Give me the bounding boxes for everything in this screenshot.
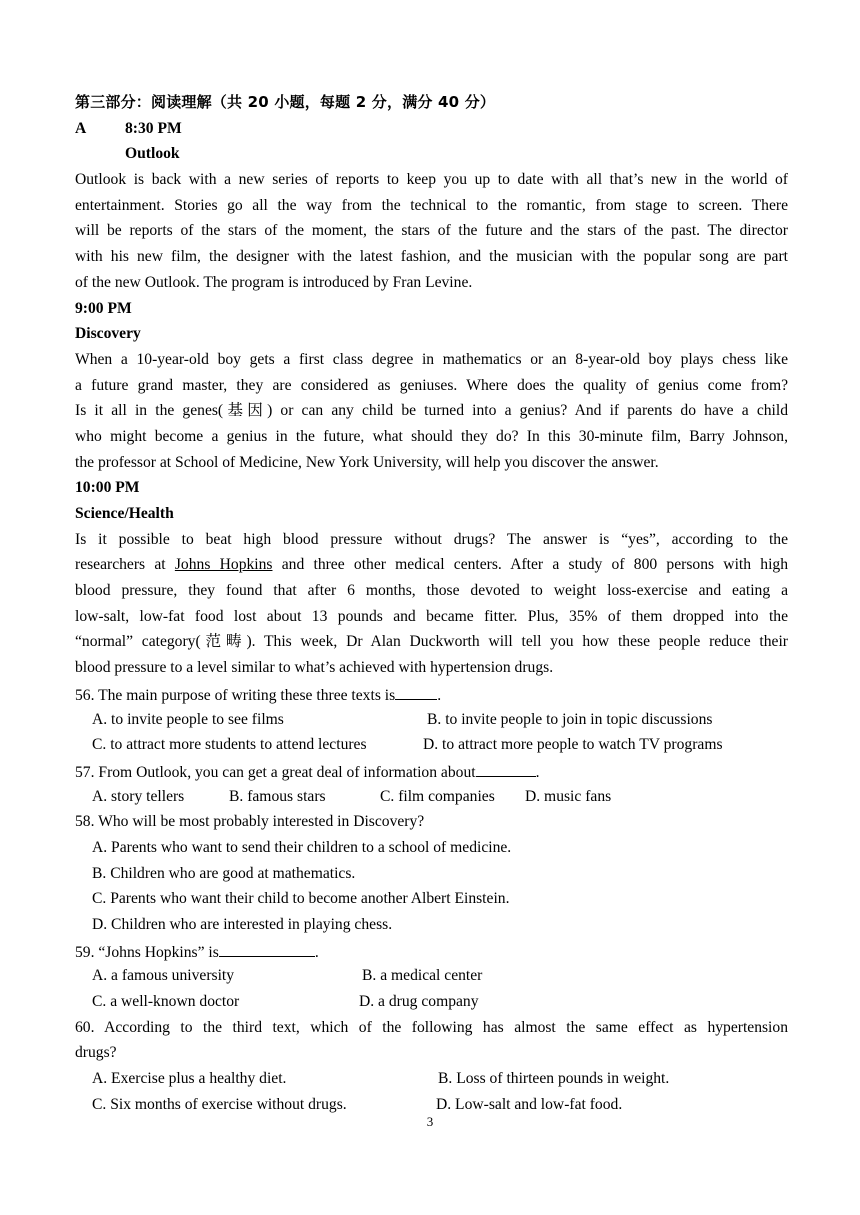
passage-a-line-1: Outlook is back with a new series of reports to keep you up to date with all that’s new in the world of [75,171,788,189]
passage-a-program: Outlook [125,145,180,163]
option-a: A. a famous university [92,967,235,985]
passage-c-line-2 [75,552,788,578]
passage-b-line-5: the professor at School of Medicine, New York University, will help you discover the answer. [75,453,659,471]
answer-blank [395,681,437,700]
section-title: 第三部分：阅读理解（共 20 小题，每题 2 分，满分 40 分） [75,93,496,111]
option-a: A. Parents who want to send their children to a school of medicine. [92,838,512,856]
passage-b-program: Discovery [75,325,141,343]
passage-c-line-1: Is it possible to beat high blood pressure without drugs? The answer is “yes”, according to the [75,530,788,548]
question-56-end: . [437,686,442,704]
option-c: C. a well-known doctor [92,993,240,1011]
passage-a-line-2: entertainment. Stories go all the way from the technical to the romantic, from stage to screen. There [75,196,788,214]
passage-c-line-2-pre: researchers at [75,556,175,574]
question-59-options-ab [75,963,788,989]
question-57-text: 57. From Outlook, you can get a great deal of information about [75,763,476,781]
passage-a-line-3: will be reports of the stars of the moment, the stars of the future and the stars of the past. The director [75,222,788,240]
question-56-stem [75,681,788,707]
option-b: B. Loss of thirteen pounds in weight. [438,1070,670,1088]
question-60-stem-line-2: drugs? [75,1044,117,1062]
option-a: A. story tellers [92,787,185,805]
question-57-end: . [535,763,540,781]
passage-a-time: 8:30 PM [125,119,182,137]
passage-b-line-4: who might become a genius in the future, what should they do? In this 30-minute film, Barry Johnson, [75,427,788,445]
option-c: C. Six months of exercise without drugs. [92,1095,347,1113]
option-d: D. Low-salt and low-fat food. [436,1095,623,1113]
question-57-options [75,784,788,810]
question-59-options-cd [75,989,788,1015]
question-60-stem-line-1: 60. According to the third text, which of the following has almost the same effect as hypertension [75,1018,788,1036]
passage-c-line-3: blood pressure, they found that after 6 months, those devoted to weight loss-exercise and eating a [75,582,788,600]
option-b: B. to invite people to join in topic discussions [427,710,713,728]
passage-b-time: 9:00 PM [75,299,132,317]
passage-c-time: 10:00 PM [75,479,140,497]
passage-b-line-2: a future grand master, they are considered as geniuses. Where does the quality of genius come from? [75,376,788,394]
passage-b-line-3: Is it all in the genes(基因) or can any child be turned into a genius? And if parents do have a child [75,402,788,420]
question-59-stem [75,938,788,964]
passage-a-line-5: of the new Outlook. The program is introduced by Fran Levine. [75,273,473,291]
passage-c-line-4: low-salt, low-fat food lost about 13 pounds and became fitter. Plus, 35% of them dropped into the [75,607,788,625]
passage-a-header [75,116,788,142]
question-56-options-ab [75,707,788,733]
question-56-text: 56. The main purpose of writing these three texts is [75,686,396,704]
option-b: B. Children who are good at mathematics. [92,864,356,882]
question-59-text: 59. “Johns Hopkins” is [75,943,219,961]
passage-a-line-4: with his new film, the designer with the latest fashion, and the musician with the popular song are part [75,248,788,266]
page-number: 3 [426,1114,434,1129]
option-d: D. to attract more people to watch TV programs [423,736,723,754]
question-56-options-cd [75,732,788,758]
option-b: B. famous stars [229,787,326,805]
answer-blank [219,938,315,957]
option-c: C. film companies [380,787,495,805]
johns-hopkins-underlined: Johns Hopkins [174,556,273,574]
question-59-end: . [314,943,319,961]
option-b: B. a medical center [362,967,483,985]
option-a: A. Exercise plus a healthy diet. [92,1070,287,1088]
option-c: C. to attract more students to attend lectures [92,736,367,754]
option-d: D. Children who are interested in playing chess. [92,916,393,933]
option-c: C. Parents who want their child to become another Albert Einstein. [92,890,510,908]
option-d: D. a drug company [359,993,479,1011]
passage-c-line-2-post: and three other medical centers. After a study of 800 persons with high [272,556,788,574]
exam-page [75,90,788,1118]
answer-blank [476,758,536,777]
passage-c-line-5: “normal” category(范畴). This week, Dr Alan Duckworth will tell you how these people reduce their [75,633,788,651]
passage-c-line-6: blood pressure to a level similar to what’s achieved with hypertension drugs. [75,659,554,677]
passage-b-line-1: When a 10-year-old boy gets a first class degree in mathematics or an 8-year-old boy plays chess like [75,350,788,368]
question-57-stem [75,758,788,784]
question-58-stem: 58. Who will be most probably interested in Discovery? [75,813,425,831]
question-60-options-ab [75,1066,788,1092]
passage-a-label: A [75,119,87,137]
passage-c-program: Science/Health [75,505,174,522]
option-a: A. to invite people to see films [92,710,284,728]
option-d: D. music fans [525,787,612,805]
